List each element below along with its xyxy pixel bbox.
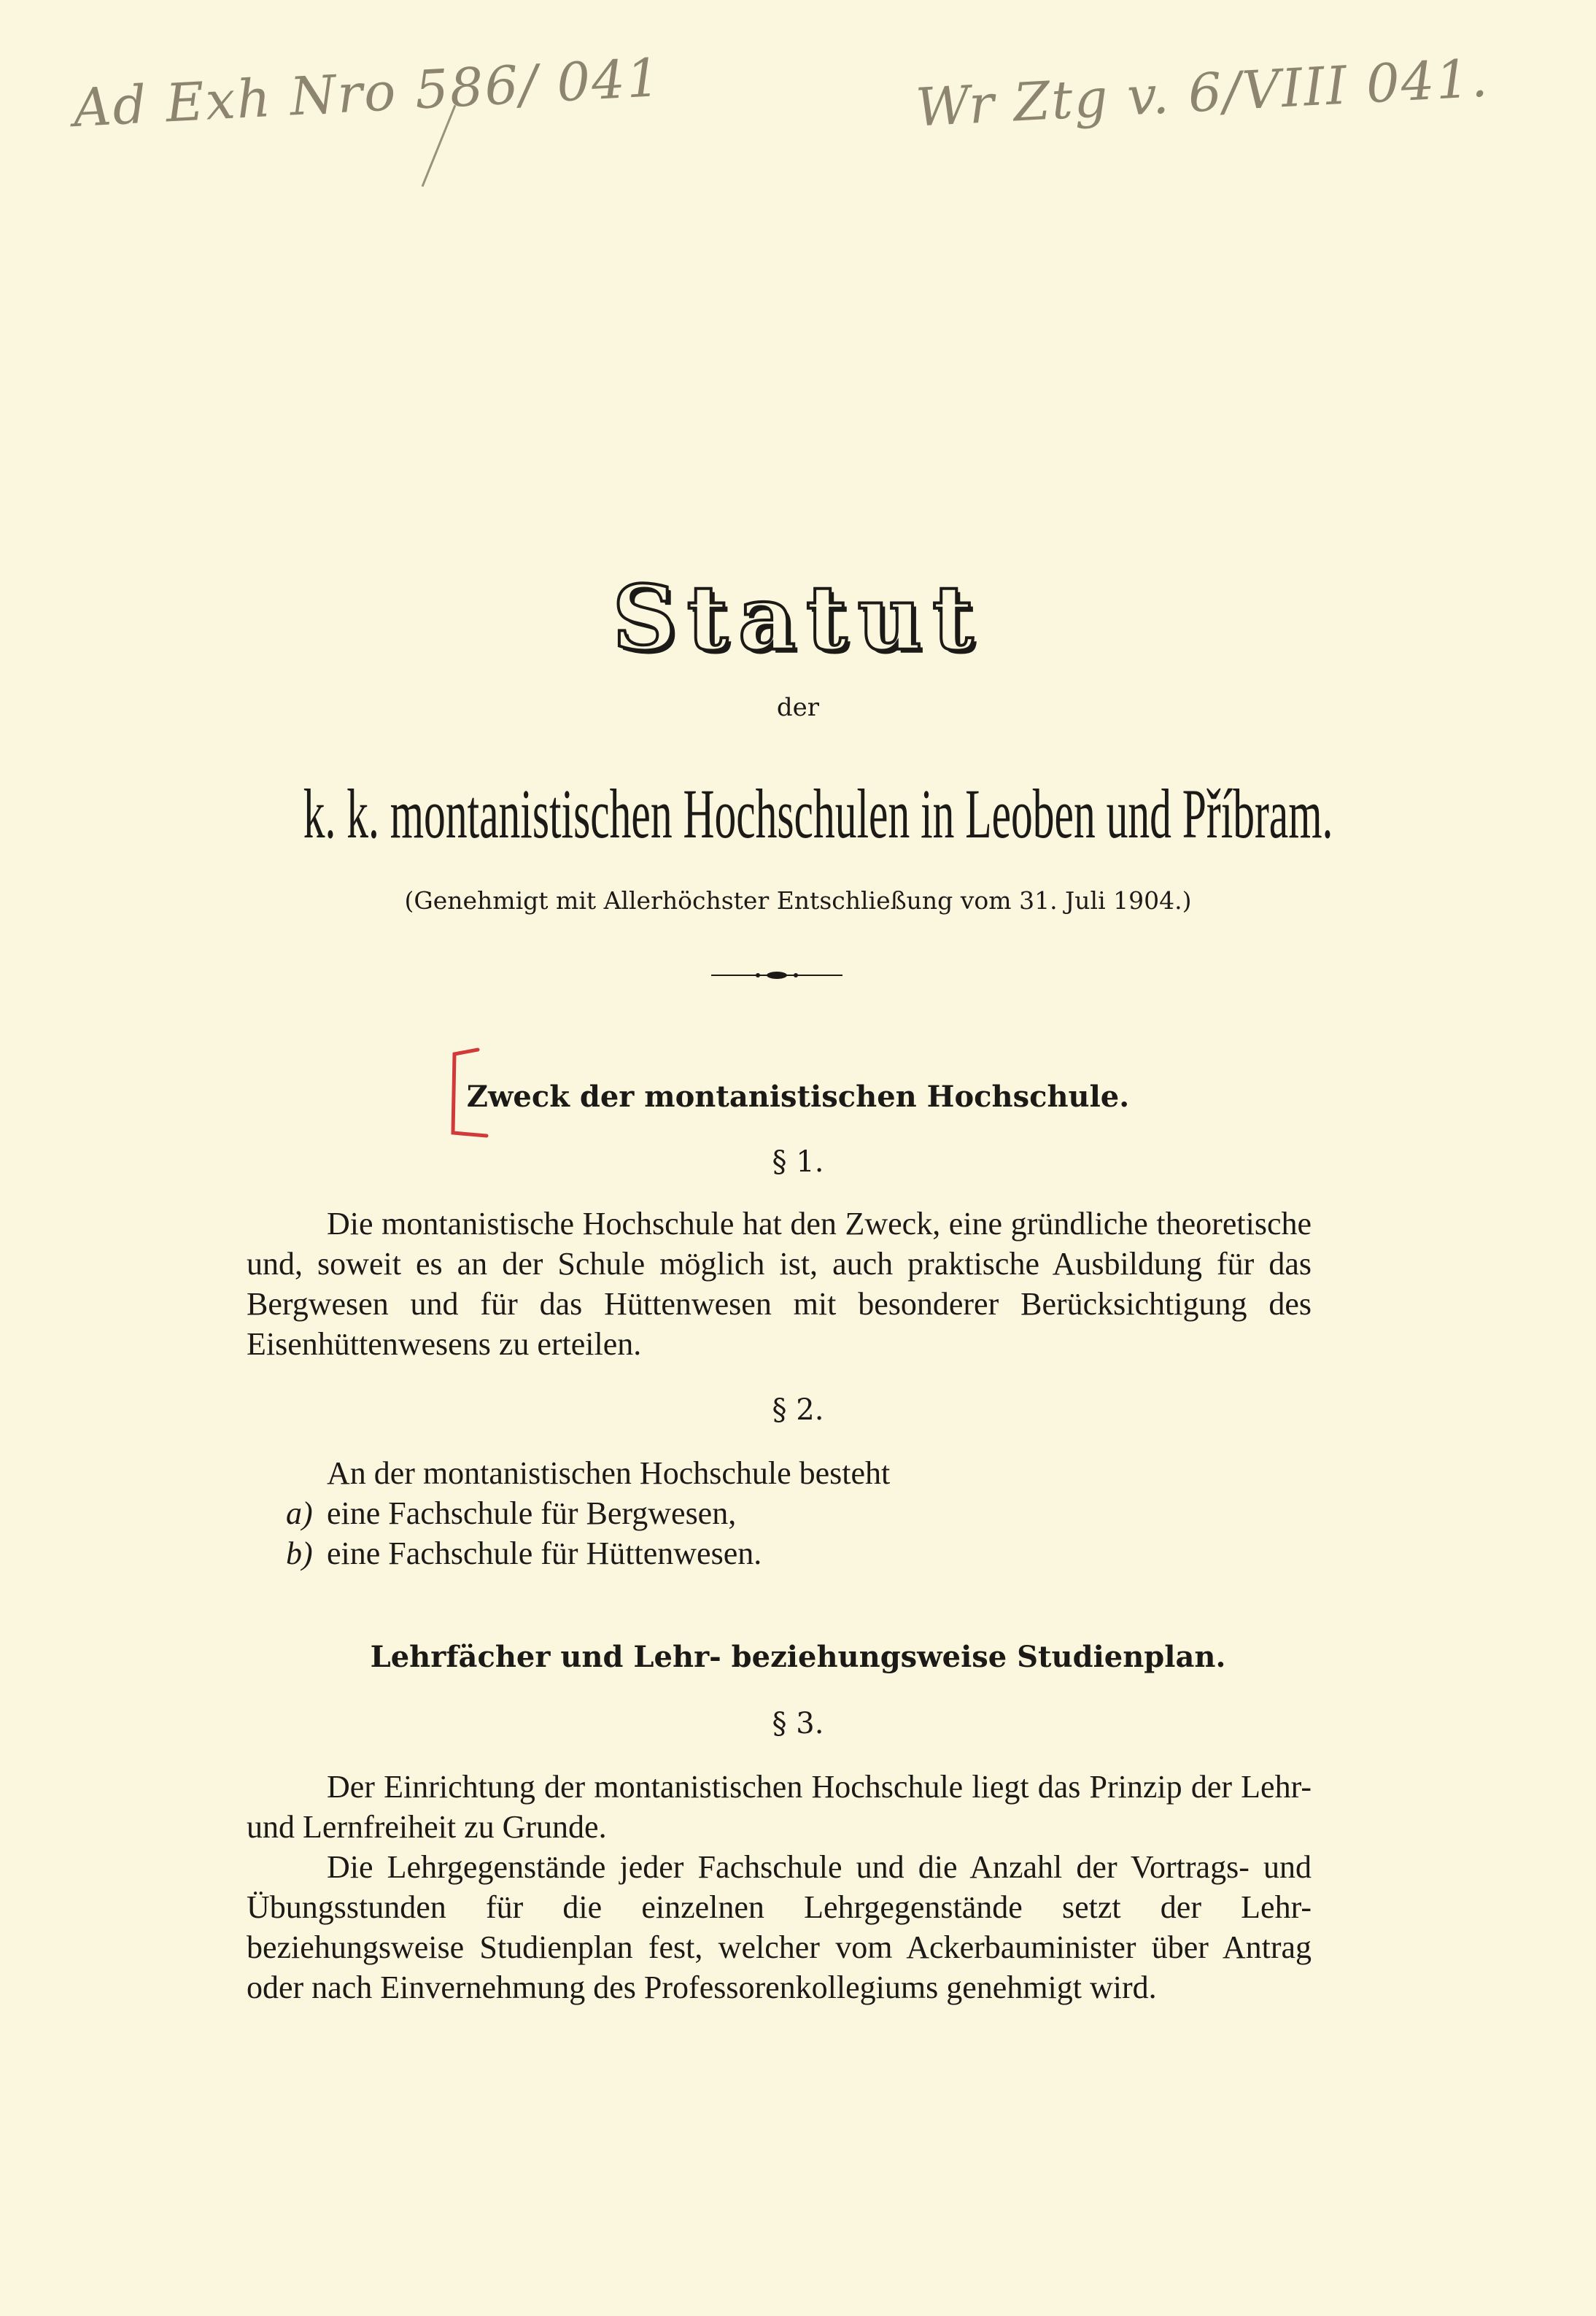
section-heading-zweck: Zweck der montanistischen Hochschule. (466, 1080, 1130, 1114)
list-item-text: eine Fachschule für Bergwesen, (327, 1495, 737, 1531)
faculty-list (286, 1493, 762, 1573)
approval-note: (Genehmigt mit Allerhöchster Entschließung vom 31. Juli 1904.) (404, 886, 1192, 915)
list-marker: b) (286, 1535, 313, 1571)
institution-name: k. k. montanistischen Hochschulen in Leoben und Příbram. (303, 775, 1333, 853)
document-title: Statut (612, 565, 984, 670)
title-connector: der (776, 693, 820, 722)
list-item-text: eine Fachschule für Hüttenwesen. (327, 1535, 762, 1571)
ornamental-divider (711, 970, 842, 980)
paragraph-1-body (247, 1204, 1312, 1364)
list-marker: a) (286, 1495, 313, 1531)
paragraph-1-text: Die montanistische Hochschule hat den Zweck, eine gründliche theoretische und, soweit es an der Schule möglich ist, auch praktische Ausbildung für das Bergwesen und für das Hüttenwesen mit besonderer Berücksichtigung des Eisenhüttenwesens zu erteilen. (247, 1206, 1312, 1362)
paragraph-number-2: § 2. (772, 1393, 824, 1427)
list-item (286, 1493, 762, 1533)
paragraph-2-intro: An der montanistischen Hochschule besteht (327, 1455, 891, 1491)
section-heading-lehrfaecher: Lehrfächer und Lehr- beziehungsweise Studienplan. (370, 1640, 1226, 1674)
paragraph-2-body (247, 1453, 1312, 1493)
paragraph-3-text-2: Die Lehrgegenstände jeder Fachschule und die Anzahl der Vortrags- und Übungsstunden für die einzelnen Lehrgegenstände setzt der Lehr- beziehungsweise Studienplan fest, welcher vom Ackerbauminister über Antrag oder nach Einvernehmung des Professorenkollegiums genehmigt wird. (247, 1849, 1312, 2005)
handwritten-note-left: Ad Exh Nro 586/ 041 (71, 46, 663, 139)
paragraph-number-3: § 3. (772, 1707, 824, 1740)
list-item (286, 1533, 762, 1573)
handwritten-note-right: Wr Ztg v. 6/VIII 041. (914, 47, 1491, 139)
paragraph-3-text-1: Der Einrichtung der montanistischen Hochschule liegt das Prinzip der Lehr- und Lernfreiheit zu Grunde. (247, 1769, 1312, 1845)
paragraph-3-body (247, 1767, 1312, 2007)
paragraph-number-1: § 1. (772, 1145, 824, 1179)
